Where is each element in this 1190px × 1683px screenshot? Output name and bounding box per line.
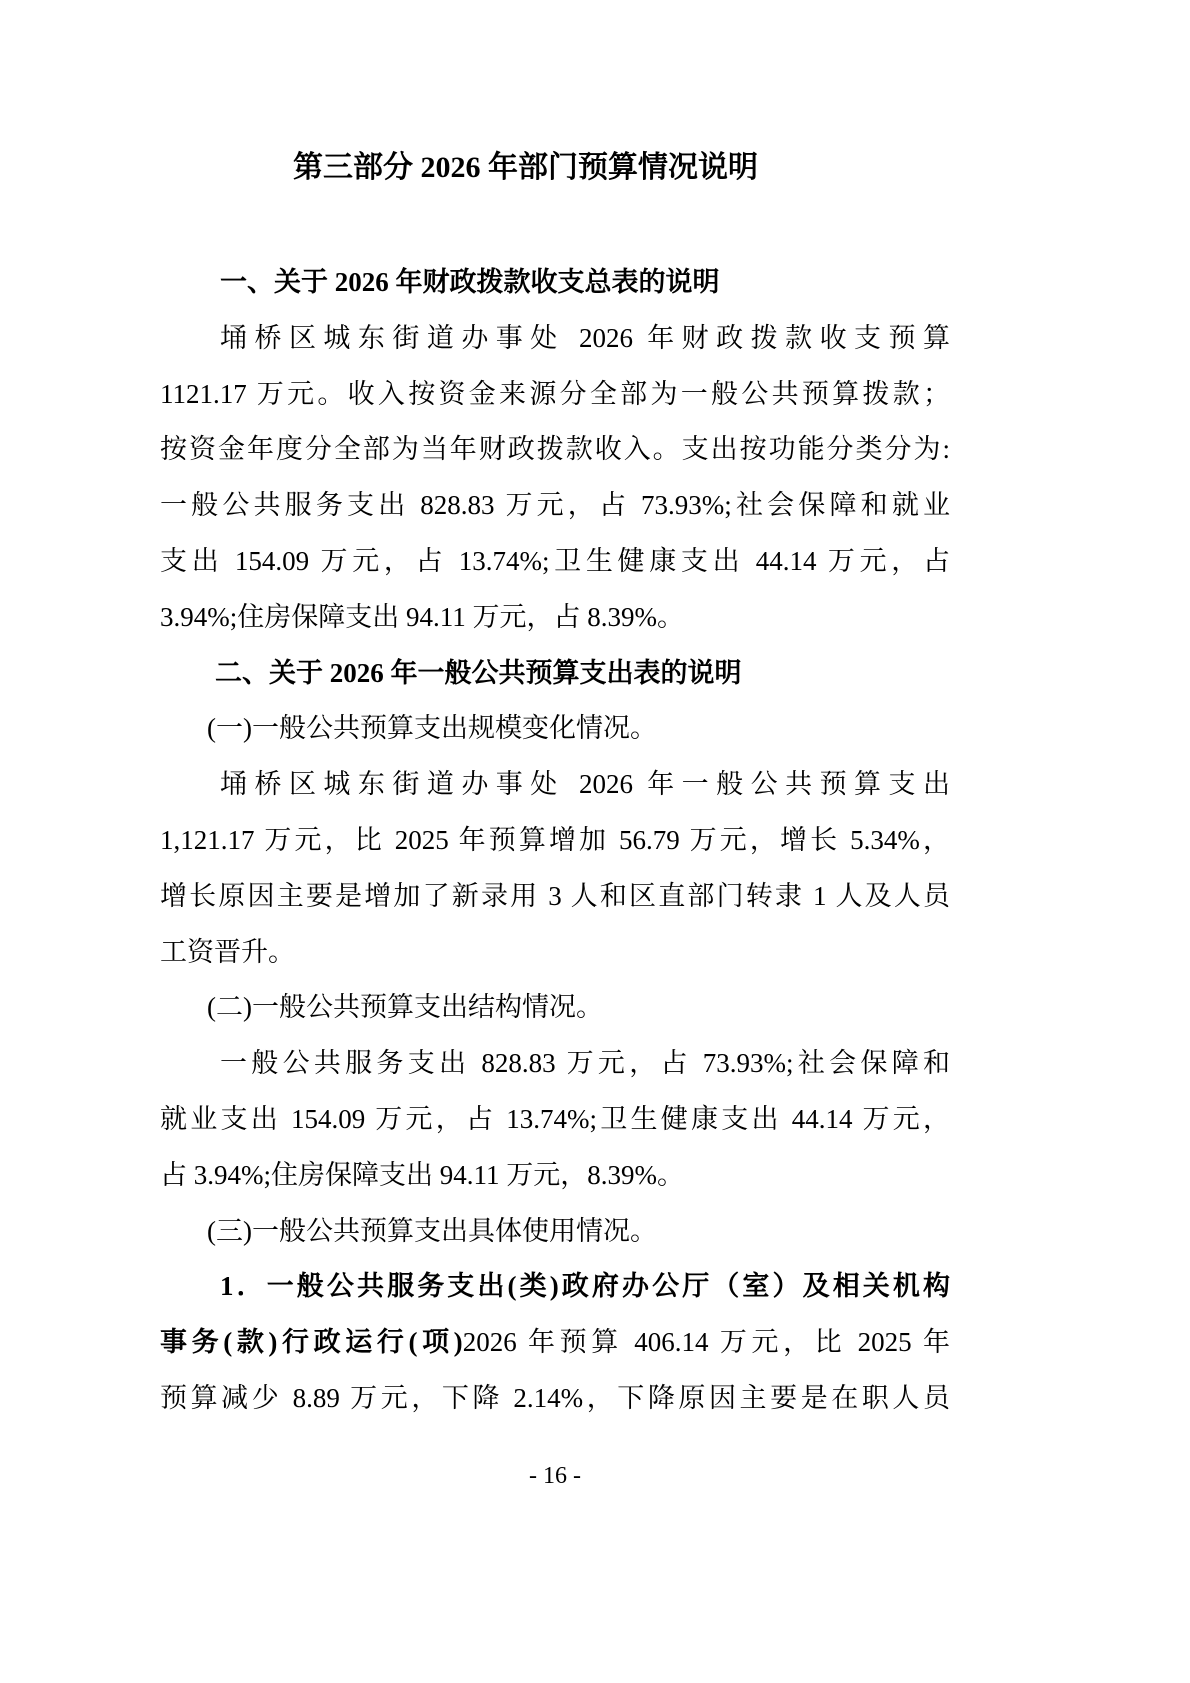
item-heading-line: 1．一般公共服务支出(类)政府办公厅（室）及相关机构 [220,1271,950,1302]
paragraph-line: 一般公共服务支出 828.83 万元，占 73.93%;社会保障和 [220,1048,950,1079]
paragraph-line: 按资金年度分全部为当年财政拨款收入。支出按功能分类分为: [160,434,950,465]
paragraph-line: 1121.17 万元。收入按资金来源分全部为一般公共预算拨款； [160,378,950,409]
paragraph-line: 埇桥区城东街道办事处 2026 年财政拨款收支预算 [220,322,950,353]
subsection-heading: (一)一般公共预算支出规模变化情况。 [207,713,657,744]
paragraph-line: 就业支出 154.09 万元，占 13.74%;卫生健康支出 44.14 万元， [160,1103,950,1134]
page-number: - 16 - [529,1463,581,1489]
document-body [160,255,950,1427]
item-text: 2026 年预算 406.14 万元，比 2025 年 [462,1327,950,1358]
paragraph-line: 增长原因主要是增加了新录用 3 人和区直部门转隶 1 人及人员 [160,880,950,911]
paragraph-line: 支出 154.09 万元，占 13.74%;卫生健康支出 44.14 万元，占 [160,545,950,576]
paragraph-line: 工资晋升。 [160,936,295,967]
subsection-heading: (二)一般公共预算支出结构情况。 [207,992,603,1023]
paragraph-line: 一般公共服务支出 828.83 万元，占 73.93%;社会保障和就业 [160,490,950,521]
paragraph-line: 占 3.94%;住房保障支出 94.11 万元，8.39%。 [160,1159,684,1190]
item-heading-bold: 事务(款)行政运行(项) [160,1327,463,1358]
page-title: 第三部分 2026 年部门预算情况说明 [293,151,758,184]
item-line [160,1315,950,1371]
paragraph-line: 3.94%;住房保障支出 94.11 万元，占 8.39%。 [160,601,684,632]
section2-heading: 二、关于 2026 年一般公共预算支出表的说明 [215,657,742,688]
section1-heading: 一、关于 2026 年财政拨款收支总表的说明 [220,267,720,297]
paragraph-line: 埇桥区城东街道办事处 2026 年一般公共预算支出 [220,769,950,800]
subsection-heading: (三)一般公共预算支出具体使用情况。 [207,1215,657,1246]
paragraph-line: 预算减少 8.89 万元，下降 2.14%，下降原因主要是在职人员 [160,1382,950,1413]
paragraph-line: 1,121.17 万元，比 2025 年预算增加 56.79 万元，增长 5.34%， [160,824,950,855]
